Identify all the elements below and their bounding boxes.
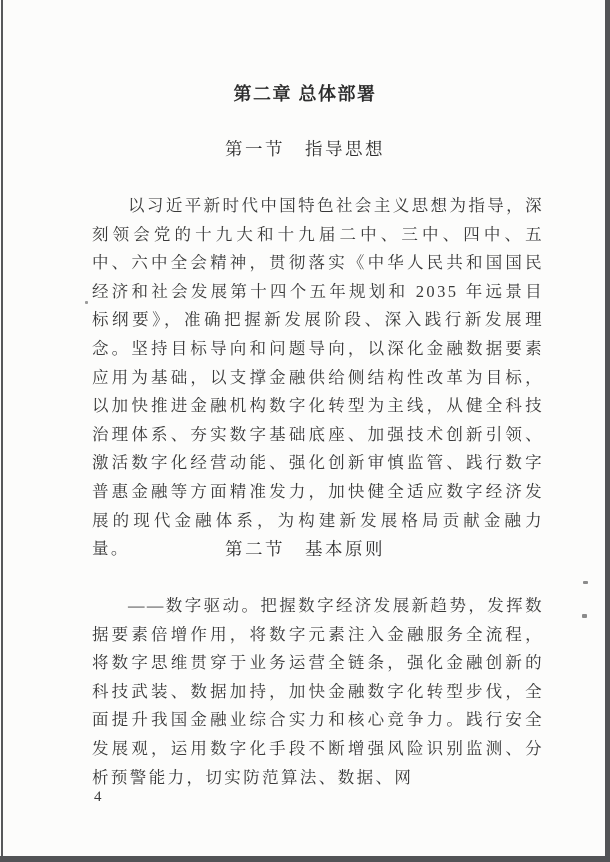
scan-artifact-speck: [582, 614, 587, 618]
section-1-heading: 第一节 指导思想: [225, 139, 385, 159]
scan-artifact-speck: [85, 301, 88, 304]
scan-edge-right: [605, 0, 610, 862]
section-1-paragraph: 以习近平新时代中国特色社会主义思想为指导，深刻领会党的十九大和十九届二中、三中、四中、五中、六中全会精神，贯彻落实《中华人民共和国国民经济和社会发展第十四个五年规划和 2035 年远景目标纲要》，准确把握新发展阶段、深入践行新发展理念。坚持目标导向和问题导向，以深化金融数据要素应用为基础，以支撑金融供给侧结构性改革为目标，以加快推进金融机构数字化转型为主线，从健全科技治理体系、夯实数字基础底座、加强技术创新引领、激活数字化经营动能、强化创新审慎监管、践行数字普惠金融等方面精准发力，加快健全适应数字经济发展的现代金融体系，为构建新发展格局贡献金融力量。: [92, 196, 544, 559]
scan-edge-bottom: [0, 856, 610, 862]
page-number: 4: [94, 789, 102, 805]
section-2-heading: 第二节 基本原则: [225, 539, 385, 559]
scan-edge-left: [1, 0, 3, 862]
scan-artifact-speck: [583, 581, 588, 584]
section-2-paragraph: ——数字驱动。把握数字经济发展新趋势，发挥数据要素倍增作用，将数字元素注入金融服务全流程，将数字思维贯穿于业务运营全链条，强化金融创新的科技武装、数据加持，加快金融数字化转型步伐，全面提升我国金融业综合实力和核心竞争力。践行安全发展观，运用数字化手段不断增强风险识别监测、分析预警能力，切实防范算法、数据、网: [92, 596, 544, 787]
chapter-heading: 第二章 总体部署: [233, 84, 377, 104]
